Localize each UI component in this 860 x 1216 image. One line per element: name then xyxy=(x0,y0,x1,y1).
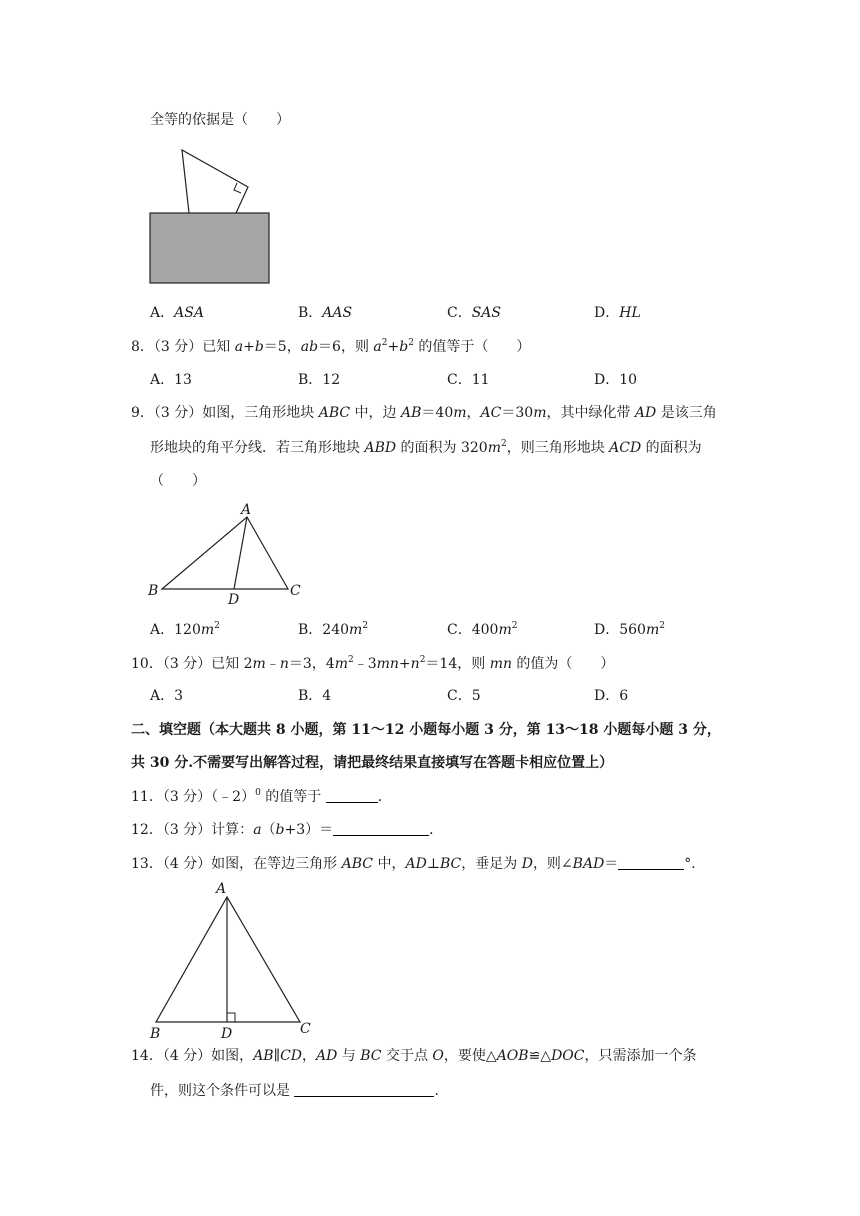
q12-stem: 12．（3 分）计算：a（b+3）＝ ． xyxy=(131,822,444,838)
q7-option-a[interactable]: A．ASA xyxy=(150,305,204,321)
q9-label-d: D xyxy=(228,592,240,608)
q11-answer-blank[interactable] xyxy=(326,788,378,803)
q12-answer-blank[interactable] xyxy=(333,821,429,836)
q8-option-b[interactable]: B．12 xyxy=(298,372,341,388)
q8-option-d[interactable]: D．10 xyxy=(594,372,638,388)
q8-option-c[interactable]: C．11 xyxy=(447,372,490,388)
q9-option-c[interactable]: C．$400m^2$ xyxy=(447,621,518,638)
q13-stem: 13．（4 分）如图，在等边三角形 ABC 中，AD⊥BC，垂足为 D，则∠BAD＝ °． xyxy=(131,856,706,872)
q7-stem-tail: 全等的依据是（ ） xyxy=(150,112,290,128)
q7-triangle xyxy=(182,150,248,213)
q13-triangle xyxy=(156,897,300,1022)
q13-label-c: C xyxy=(300,1021,311,1037)
q13-figure xyxy=(140,878,320,1042)
q7-gray-rect xyxy=(150,213,269,283)
q9-option-d[interactable]: D．$560m^2$ xyxy=(594,621,665,638)
q9-triangle xyxy=(162,517,288,589)
q9-paren: （ ） xyxy=(150,473,206,489)
q9-stem-line1: 9．（3 分）如图，三角形地块 ABC 中，边 AB＝40m，AC＝30m，其中绿化带 AD 是该三角 xyxy=(131,405,717,421)
q8-stem: 8．（3 分）已知 a+b＝5，ab＝6，则 $a^2+b^2$ 的值等于（ ） xyxy=(131,338,531,355)
q9-stem-line2: 形地块的角平分线．若三角形地块 ABD 的面积为 $320m^2$，则三角形地块 ACD 的面积为 xyxy=(150,439,702,456)
q13-answer-blank[interactable] xyxy=(618,855,684,870)
q7-option-c[interactable]: C．SAS xyxy=(447,305,502,321)
q9-bisector-ad xyxy=(234,517,247,589)
q9-figure xyxy=(140,500,310,610)
q14-stem-line2: 件，则这个条件可以是 ． xyxy=(150,1083,449,1099)
q10-option-b[interactable]: B．4 xyxy=(298,688,332,704)
q10-option-c[interactable]: C．5 xyxy=(447,688,481,704)
q8-option-a[interactable]: A．13 xyxy=(150,372,192,388)
q7-right-angle-mark xyxy=(234,183,241,193)
q13-right-angle-mark xyxy=(227,1013,235,1022)
q13-label-b: B xyxy=(150,1026,161,1042)
q10-option-d[interactable]: D．6 xyxy=(594,688,629,704)
section2-header-line2: 共 30 分.不需要写出解答过程，请把最终结果直接填写在答题卡相应位置上） xyxy=(131,755,614,771)
q9-label-b: B xyxy=(148,583,159,599)
q13-label-a: A xyxy=(216,881,227,897)
q9-label-a: A xyxy=(241,502,252,518)
section2-header-line1: 二、填空题（本大题共 8 小题，第 11～12 小题每小题 3 分，第 13～18 小题每小题 3 分， xyxy=(131,722,721,738)
q10-option-a[interactable]: A．3 xyxy=(150,688,184,704)
q7-option-d[interactable]: D．HL xyxy=(594,305,641,321)
q10-stem: 10．（3 分）已知 2m﹣n＝3，$4m^2﹣3mn+n^2=14$，则 mn 的值为（ ） xyxy=(131,655,615,672)
q9-label-c: C xyxy=(290,583,301,599)
q9-option-a[interactable]: A．$120m^2$ xyxy=(150,621,220,638)
q7-option-b[interactable]: B．AAS xyxy=(298,305,353,321)
q13-label-d: D xyxy=(221,1026,233,1042)
q14-stem-line1: 14．（4 分）如图，AB∥CD，AD 与 BC 交于点 O，要使△AOB≌△DOC，只需添加一个条 xyxy=(131,1048,697,1064)
q14-answer-blank[interactable] xyxy=(294,1082,434,1097)
q7-figure xyxy=(140,140,280,290)
q11-stem: 11．（3 分）（﹣2）$^0$ 的值等于 ． xyxy=(131,788,392,805)
q9-option-b[interactable]: B．$240m^2$ xyxy=(298,621,369,638)
